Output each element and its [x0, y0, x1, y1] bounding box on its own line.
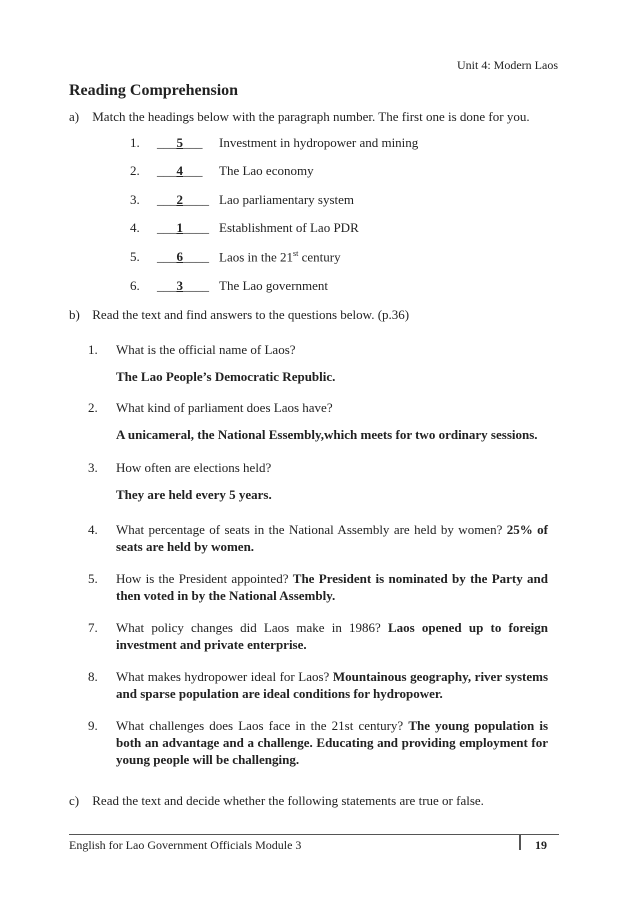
question-text: What is the official name of Laos?	[116, 342, 296, 357]
section-title: Reading Comprehension	[69, 82, 239, 99]
question-text: How is the President appointed?	[116, 571, 289, 586]
match-number: 1.	[130, 135, 140, 150]
match-answer: ___3____	[157, 278, 209, 293]
question-number: 1.	[88, 342, 98, 357]
part-c-text: Read the text and decide whether the following statements are true or false.	[92, 793, 484, 808]
match-answer-value: 5	[176, 135, 183, 150]
answer-text: Laos opened up to foreign investment and private enterprise.	[116, 620, 549, 652]
match-heading-tail: century	[298, 249, 341, 265]
question-number: 5.	[88, 571, 98, 586]
match-answer-value: 3	[176, 278, 183, 293]
match-answer: ___1____	[157, 220, 209, 235]
answer-text: The President is nominated by the Party and then voted in by the National Assembly.	[116, 571, 549, 603]
footer-divider	[69, 834, 559, 835]
question-block	[116, 668, 548, 702]
question-number: 4.	[88, 522, 98, 537]
question-item	[88, 570, 548, 604]
question-text: What makes hydropower ideal for Laos?	[116, 669, 330, 684]
question-item	[88, 619, 548, 653]
part-b-label: b)	[69, 307, 80, 322]
match-heading	[219, 249, 341, 265]
match-number: 6.	[130, 278, 140, 293]
match-heading-sup: st	[293, 249, 299, 258]
match-answer: ___2____	[157, 192, 209, 207]
match-heading: Investment in hydropower and mining	[219, 135, 419, 150]
match-heading-main: Laos in the 21	[219, 249, 294, 265]
match-heading: The Lao government	[219, 278, 329, 293]
question-number: 7.	[88, 620, 98, 635]
part-a-text: Match the headings below with the paragraph number. The first one is done for you.	[92, 109, 530, 124]
match-heading: The Lao economy	[219, 163, 314, 178]
match-answer-value: 2	[176, 192, 183, 207]
answer-text: Mountainous geography, river systems and sparse population are ideal conditions for hydropower.	[116, 669, 548, 701]
match-answer-value: 6	[176, 249, 183, 264]
match-number: 2.	[130, 163, 140, 178]
question-block	[116, 570, 548, 604]
question-text: How often are elections held?	[116, 460, 272, 475]
answer-text: The young population is both an advantage and a challenge. Educating and providing employment for young people will be challenging.	[116, 718, 549, 767]
match-heading: Lao parliamentary system	[219, 192, 355, 207]
question-item	[88, 668, 548, 702]
question-number: 8.	[88, 669, 98, 684]
question-text: What kind of parliament does Laos have?	[116, 400, 333, 415]
footer-text: English for Lao Government Officials Module 3	[69, 838, 302, 852]
match-answer: ___6____	[157, 249, 209, 264]
match-number: 5.	[130, 249, 140, 264]
footer-separator	[519, 834, 521, 850]
question-text: What challenges does Laos face in the 21st century?	[116, 718, 404, 733]
match-answer: ___4___	[157, 163, 203, 178]
question-item	[88, 341, 548, 385]
answer-text: They are held every 5 years.	[116, 487, 272, 502]
answer-text: The Lao People’s Democratic Republic.	[116, 369, 336, 384]
match-answer: ___5___	[157, 135, 203, 150]
part-c-label: c)	[69, 793, 80, 808]
part-a-label: a)	[69, 109, 80, 124]
match-number: 3.	[130, 192, 140, 207]
question-block	[116, 717, 548, 768]
question-block	[116, 521, 548, 555]
question-block	[116, 619, 548, 653]
match-answer-value: 4	[176, 163, 183, 178]
question-item	[88, 399, 548, 443]
part-c-instruction	[69, 793, 484, 809]
question-text: What percentage of seats in the National Assembly are held by women?	[116, 522, 503, 537]
question-item	[88, 717, 548, 768]
question-item	[88, 459, 548, 503]
unit-header: Unit 4: Modern Laos	[457, 58, 558, 72]
question-number: 2.	[88, 400, 98, 415]
match-heading: Establishment of Lao PDR	[219, 220, 359, 235]
part-a-instruction	[69, 109, 530, 125]
answer-text: A unicameral, the National Essembly,which meets for two ordinary sessions.	[116, 427, 538, 442]
question-number: 3.	[88, 460, 98, 475]
question-text: What policy changes did Laos make in 1986?	[116, 620, 381, 635]
part-b-text: Read the text and find answers to the questions below. (p.36)	[92, 307, 410, 322]
question-number: 9.	[88, 718, 98, 733]
match-number: 4.	[130, 220, 140, 235]
match-answer-value: 1	[176, 220, 183, 235]
part-b-instruction	[69, 307, 409, 323]
page-number: 19	[535, 838, 547, 852]
answer-text: 25% of seats are held by women.	[116, 522, 548, 554]
question-item	[88, 521, 548, 555]
